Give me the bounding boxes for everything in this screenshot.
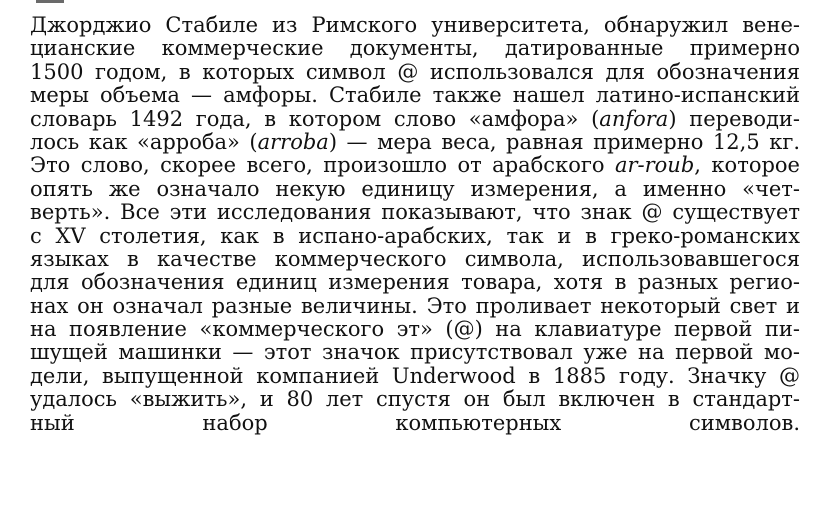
- text-segment: опять же означало некую единицу измерения, а именно «чет-: [30, 177, 800, 201]
- text-segment: шущей машинки — этот значок присутствовал уже на первой мо-: [30, 341, 800, 365]
- cropped-text-fragment: [36, 0, 64, 3]
- text-segment: на появление «коммерческого эт» (@) на клавиатуре первой пи-: [30, 318, 800, 342]
- article-paragraph: [30, 14, 800, 435]
- text-line: [30, 108, 800, 131]
- text-segment: дели, выпущенной компанией Underwood в 1885 году. Значку @: [30, 364, 800, 388]
- text-segment: Это слово, скорее всего, произошло от арабского: [30, 154, 615, 178]
- text-segment: языках в качестве коммерческого символа, использовавшегося: [30, 247, 800, 271]
- text-line: [30, 248, 800, 271]
- text-line: [30, 37, 800, 60]
- text-line: [30, 178, 800, 201]
- text-line: [30, 14, 800, 37]
- text-segment: нах он означал разные величины. Это проливает некоторый свет и: [30, 294, 800, 318]
- text-line: [30, 84, 800, 107]
- text-segment: ный набор компьютерных символов.: [30, 411, 800, 435]
- text-segment: с XV столетия, как в испано-арабских, так и в греко-романских: [30, 224, 800, 248]
- text-line: [30, 61, 800, 84]
- text-line: [30, 318, 800, 341]
- text-line: [30, 201, 800, 224]
- text-line: [30, 131, 800, 154]
- text-segment: верть». Все эти исследования показывают, что знак @ существует: [30, 201, 800, 225]
- text-segment: лось как «арроба» (: [30, 130, 258, 154]
- text-line: [30, 388, 800, 411]
- italic-term: ar-roub: [614, 154, 695, 178]
- text-segment: удалось «выжить», и 80 лет спустя он был включен в стандарт-: [30, 388, 800, 412]
- text-segment: словарь 1492 года, в котором слово «амфора» (: [30, 107, 600, 131]
- italic-term: arroba: [257, 130, 329, 154]
- text-segment: цианские коммерческие документы, датированные примерно: [30, 37, 800, 61]
- text-line: [30, 225, 800, 248]
- text-line: [30, 365, 800, 388]
- text-line: [30, 295, 800, 318]
- text-segment: для обозначения единиц измерения товара, хотя в разных регио-: [30, 271, 800, 295]
- text-line: [30, 341, 800, 364]
- italic-term: anfora: [599, 107, 669, 131]
- text-segment: ) — мера веса, равная примерно 12,5 кг.: [328, 130, 800, 154]
- text-segment: 1500 годом, в которых символ @ использовался для обозначения: [30, 60, 800, 84]
- text-segment: ) переводи-: [668, 107, 800, 131]
- text-segment: , которое: [694, 154, 800, 178]
- text-segment: Джорджио Стабиле из Римского университета, обнаружил вене-: [30, 14, 800, 37]
- text-line: [30, 154, 800, 177]
- text-segment: меры объема — амфоры. Стабиле также нашел латино-испанский: [30, 84, 800, 108]
- text-line: [30, 271, 800, 294]
- text-line: [30, 412, 800, 435]
